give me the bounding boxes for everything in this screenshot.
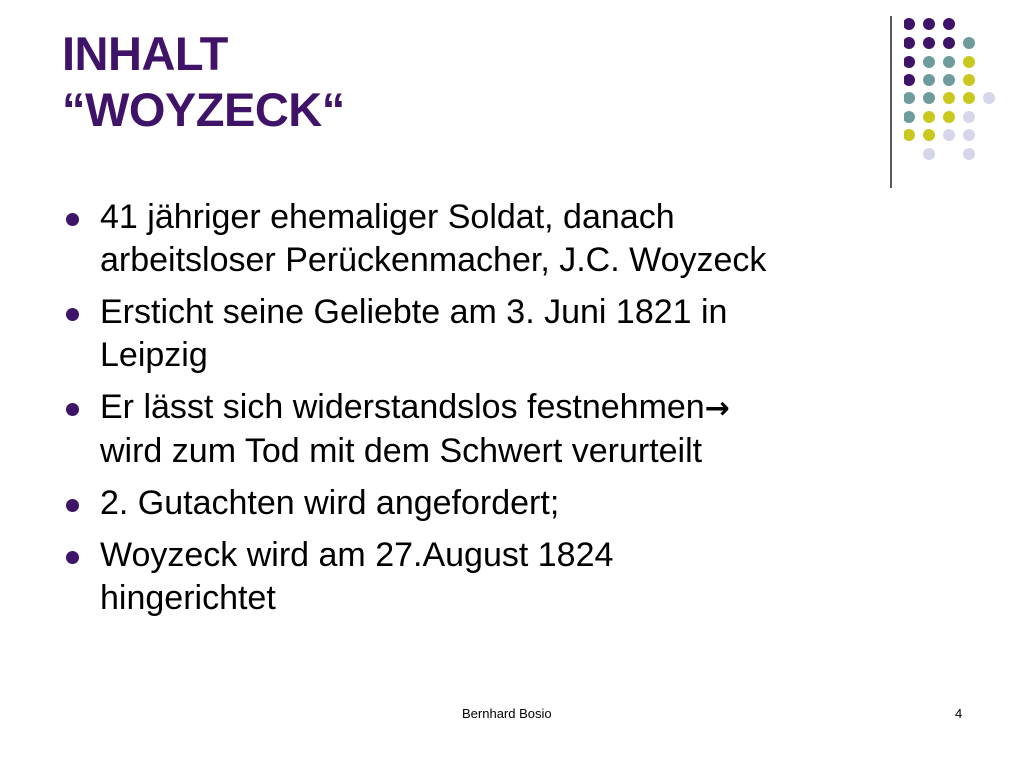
decorative-dot-grid [904, 14, 1014, 164]
bullet-item [62, 291, 962, 377]
bullet-item [62, 534, 962, 620]
page-number: 4 [955, 706, 963, 721]
bullet-text-line: hingerichtet [100, 579, 276, 617]
arrow-right-icon: → [704, 391, 730, 426]
bullet-text-line: arbeitsloser Perückenmacher, J.C. Woyzeck [100, 241, 767, 279]
bullet-text-line: wird zum Tod mit dem Schwert verurteilt [100, 432, 703, 470]
bullet-text-line: Er lässt sich widerstandslos festnehmen [100, 388, 705, 426]
slide-title [62, 26, 345, 138]
bullet-text-line: Woyzeck wird am 27.August 1824 [100, 536, 614, 574]
title-line-1: INHALT [62, 27, 228, 80]
bullet-dot-icon [66, 499, 79, 512]
title-line-2: “WOYZECK“ [62, 83, 345, 136]
bullet-item [62, 482, 962, 525]
bullet-text-line: 2. Gutachten wird angefordert; [100, 484, 560, 522]
bullet-text-line: 41 jähriger ehemaliger Soldat, danach [100, 198, 675, 236]
bullet-dot-icon [66, 403, 79, 416]
bullet-text-line: Ersticht seine Geliebte am 3. Juni 1821 in [100, 293, 728, 331]
bullet-dot-icon [66, 551, 79, 564]
bullet-item [62, 196, 962, 282]
bullet-list [62, 196, 962, 629]
bullet-dot-icon [66, 308, 79, 321]
bullet-item [62, 386, 962, 473]
bullet-text-line: Leipzig [100, 336, 208, 374]
vertical-divider [890, 16, 892, 188]
bullet-dot-icon [66, 213, 79, 226]
footer-author: Bernhard Bosio [462, 706, 552, 721]
